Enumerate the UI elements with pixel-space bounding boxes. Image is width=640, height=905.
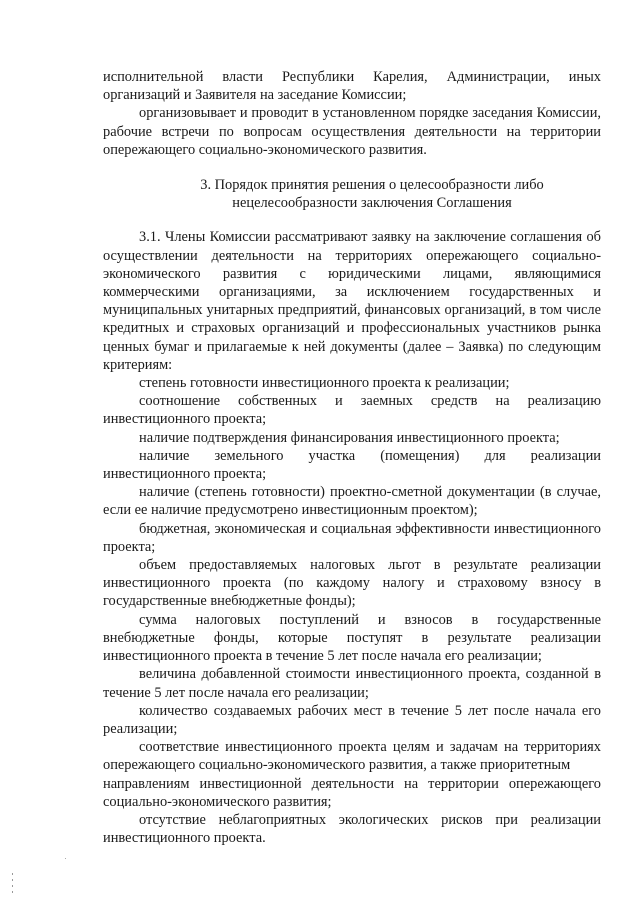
criterion-item: величина добавленной стоимости инвестиционного проекта, созданной в течение 5 лет после начала его реализации;: [103, 666, 601, 701]
criterion-item: наличие земельного участка (помещения) для реализации инвестиционного проекта;: [103, 447, 601, 483]
scan-artifact: [65, 858, 66, 859]
criterion-item: сумма налоговых поступлений и взносов в государственные внебюджетные фонды, которые поступят в результате реализации инвестиционного проекта в течение 5 лет после начала его реализации;: [103, 611, 601, 665]
criterion-item: количество создаваемых рабочих мест в течение 5 лет после начала его реализации;: [103, 702, 601, 737]
criterion-item-continuation: направлениям инвестиционной деятельности на территории опережающего социально-экономического развития;: [103, 775, 601, 810]
paragraph-3-1: 3.1. Члены Комиссии рассматривают заявку на заключение соглашения об осуществлении деятельности на территориях опережающего социально-экономического развития с юридическими лицами, являющимися коммерческими организациями, за исключением государственных и муниципальных унитарных предприятий, финансовых организаций, в том числе кредитных и страховых организаций и профессиональных участников рынка ценных бумаг и прилагаемые к ней документы (далее – Заявка) по следующим критериям:: [103, 229, 601, 373]
criterion-item: отсутствие неблагоприятных экологических рисков при реализации инвестиционного проекта.: [103, 811, 601, 847]
document-body: [103, 68, 601, 847]
criterion-item: бюджетная, экономическая и социальная эффективности инвестиционного проекта;: [103, 520, 601, 555]
scan-margin-marks: [10, 873, 16, 901]
criterion-item: соответствие инвестиционного проекта целям и задачам на территориях опережающего социально-экономического развития, а также приоритетным: [103, 739, 601, 774]
criterion-item: степень готовности инвестиционного проекта к реализации;: [139, 375, 510, 392]
paragraph: исполнительной власти Республики Карелия, Администрации, иных организаций и Заявителя на заседание Комиссии;: [103, 69, 601, 104]
criterion-item: наличие подтверждения финансирования инвестиционного проекта;: [139, 429, 560, 446]
paragraph: организовывает и проводит в установленном порядке заседания Комиссии, рабочие встречи по вопросам осуществления деятельности на территории опережающего социально-экономического развития.: [103, 105, 601, 158]
criterion-item: наличие (степень готовности) проектно-сметной документации (в случае, если ее наличие предусмотрено инвестиционным проектом);: [103, 484, 601, 519]
section-heading-line1: 3. Порядок принятия решения о целесообразности либо: [200, 177, 544, 194]
criterion-item: соотношение собственных и заемных средств на реализацию инвестиционного проекта;: [103, 393, 601, 428]
section-heading-line2: нецелесообразности заключения Соглашения: [232, 195, 512, 212]
section-heading: [103, 176, 601, 212]
criterion-item: объем предоставляемых налоговых льгот в результате реализации инвестиционного проекта (по каждому налогу и страховому взносу в государственные внебюджетные фонды);: [103, 557, 601, 610]
